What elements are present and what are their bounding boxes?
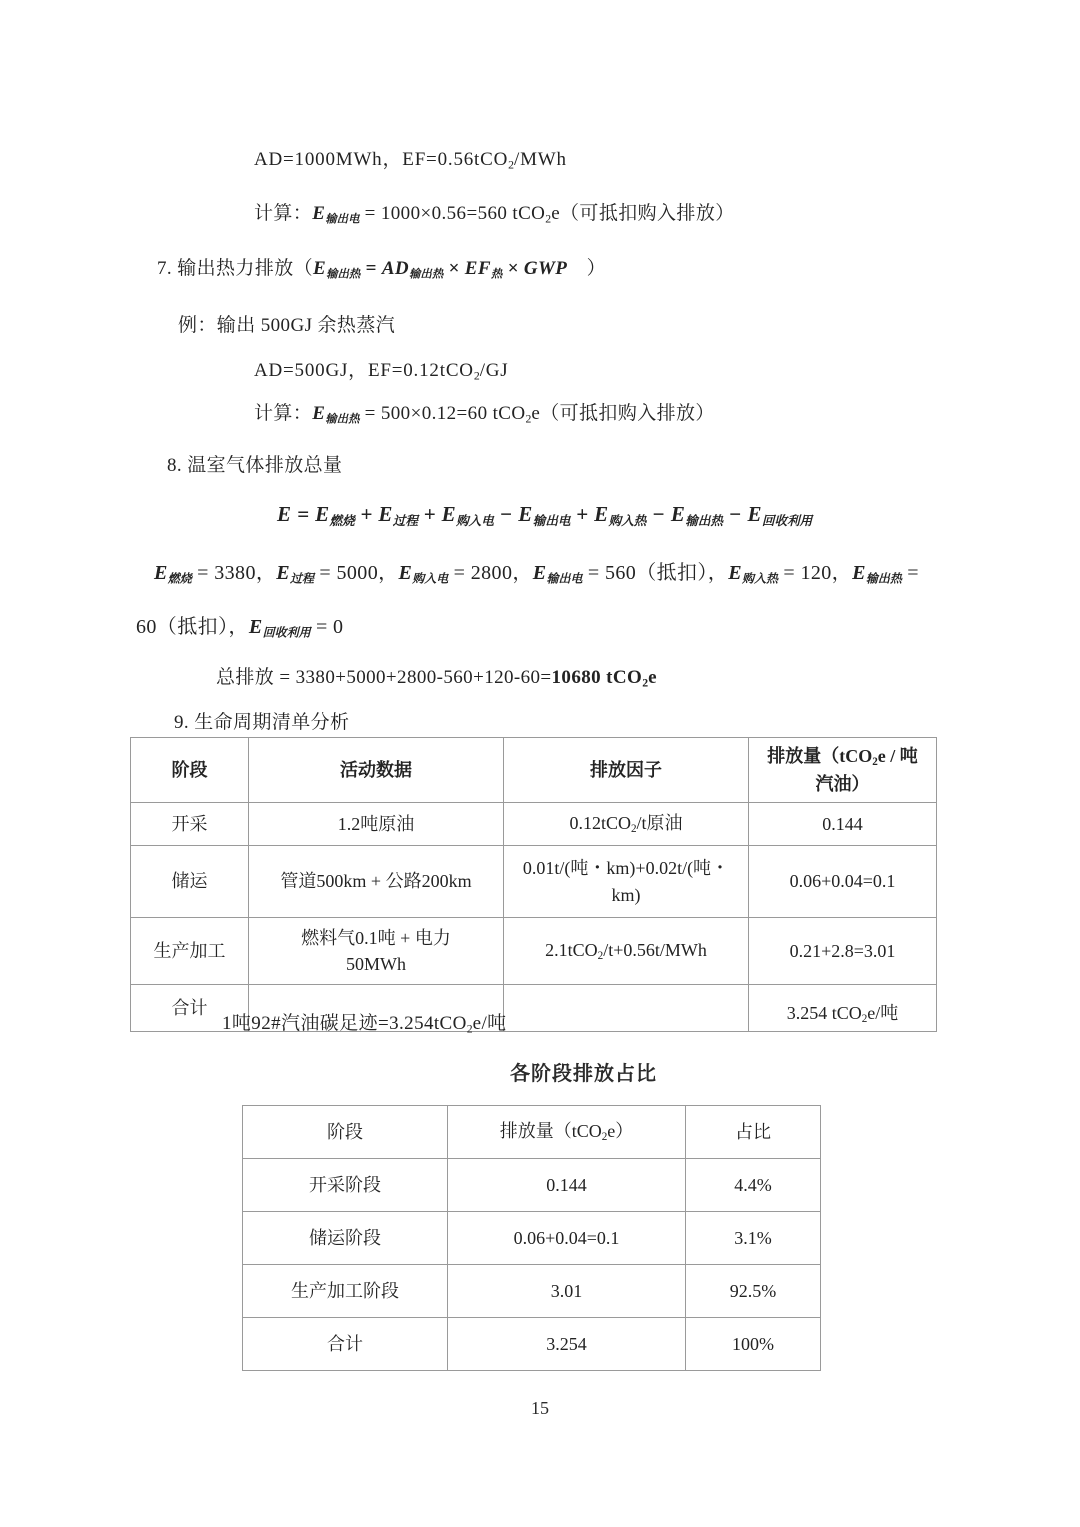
subscript-2: 2 (508, 158, 515, 172)
math-times: × (502, 258, 524, 279)
cell-stage: 合计 (243, 1318, 448, 1371)
section-9-number: 9. (174, 712, 190, 733)
cell-emission (749, 985, 937, 1032)
math-subscript: 输出电 (546, 571, 583, 586)
cell-emission-post: e/吨 (867, 1002, 899, 1023)
ad-line-electricity (254, 144, 567, 172)
variable-values-line-2 (136, 610, 343, 641)
math-var-EF: EF (464, 258, 491, 279)
footprint-unit: tCO (433, 1013, 467, 1034)
section-9-heading (174, 707, 349, 734)
cell-share: 92.5% (686, 1265, 821, 1318)
footprint-value: 254 (404, 1013, 434, 1034)
math-value: = (901, 562, 919, 584)
subscript-2: 2 (601, 1131, 608, 1144)
cell-share: 100% (686, 1318, 821, 1371)
footprint-unit-suffix: e/吨 (472, 1013, 507, 1034)
math-operator: − (493, 502, 519, 526)
cell-stage: 合计 (131, 985, 249, 1032)
header-emission-post: e） (607, 1121, 634, 1142)
total-emission-formula (277, 502, 812, 529)
math-var-E: E (747, 502, 762, 526)
cell-activity: 管道500km + 公路200km (249, 846, 504, 918)
variable-values-line-1 (154, 556, 919, 587)
cell-stage: 开采 (131, 803, 249, 846)
calc-tail: e（可抵扣购入排放） (531, 403, 715, 424)
subscript-2: 2 (642, 676, 649, 690)
subscript-2: 2 (473, 369, 480, 383)
cell-activity-line2: 50MWh (346, 954, 406, 974)
cell-factor (504, 803, 749, 846)
total-emission-unit-suffix: e (648, 667, 657, 688)
subscript-2: 2 (466, 1022, 473, 1036)
ad-line-electricity-value: 56 (453, 149, 475, 170)
math-var-E: E (728, 562, 742, 584)
header-stage: 阶段 (243, 1106, 448, 1159)
math-equals: = (360, 258, 382, 279)
ad-line-electricity-suffix: /MWh (514, 149, 567, 170)
stage-share-table (242, 1105, 821, 1371)
math-var-E: E (670, 502, 686, 526)
math-var-E: E (594, 502, 609, 526)
math-var-E: E (398, 562, 413, 584)
ad-line-electricity-unit: tCO (474, 149, 509, 170)
math-operator: + (417, 502, 442, 526)
math-subscript: 购入热 (741, 571, 778, 586)
math-var-GWP: GWP (523, 258, 568, 279)
table-row (243, 1159, 821, 1212)
cell-factor-post: km) (611, 884, 641, 905)
math-subscript: 购入热 (608, 513, 647, 528)
calc-tail: e（可抵扣购入排放） (551, 203, 735, 224)
math-var-E: E (312, 403, 326, 424)
math-subscript: 输出热 (326, 268, 361, 281)
cell-emission: 0.21+2.8=3.01 (749, 918, 937, 985)
math-subscript: 回收利用 (262, 625, 311, 640)
cell-factor-pre: 2.1tCO (545, 940, 598, 961)
section-8-heading (167, 450, 342, 477)
ad-line-heat-value: 12 (419, 360, 440, 381)
subscript-2: 2 (872, 756, 878, 769)
cell-factor (504, 985, 749, 1032)
math-subscript: 燃烧 (329, 513, 355, 528)
cell-emission-pre: 3.254 tCO (786, 1002, 862, 1023)
section-8-title: 温室气体排放总量 (187, 455, 343, 476)
values-line-2-prefix: 60（抵扣）， (136, 616, 249, 638)
subscript-2: 2 (545, 212, 552, 226)
cell-stage: 生产加工阶段 (243, 1265, 448, 1318)
page-number: 15 (531, 1398, 549, 1418)
math-var-E: E (852, 562, 866, 584)
section-7-heading (157, 253, 606, 281)
math-var-E: E (532, 562, 547, 584)
cell-share: 3.1% (686, 1212, 821, 1265)
cell-emission: 0.144 (448, 1159, 686, 1212)
table-header-row (243, 1106, 821, 1159)
math-subscript: 过程 (290, 571, 315, 586)
header-share: 占比 (686, 1106, 821, 1159)
header-emission-amount-part1: 排放量（tCO (767, 746, 873, 767)
total-emission-result (216, 662, 657, 690)
math-subscript: 输出热 (685, 513, 724, 528)
header-emission-amount (749, 738, 937, 803)
math-subscript: 购入电 (456, 513, 494, 528)
ad-line-heat (254, 355, 509, 383)
math-times: × (443, 258, 465, 279)
cell-activity (249, 918, 504, 985)
cell-factor (504, 846, 749, 918)
header-emission (448, 1106, 686, 1159)
cell-factor-pre: 0.12tCO (569, 813, 631, 834)
table-row (131, 803, 937, 846)
cell-share: 4.4% (686, 1159, 821, 1212)
cell-emission: 0.06+0.04=0.1 (749, 846, 937, 918)
ad-line-electricity-prefix: AD=1000MWh，EF=0. (254, 149, 454, 170)
cell-stage: 开采阶段 (243, 1159, 448, 1212)
subscript-2: 2 (525, 412, 532, 426)
header-emission-amount-part3: 汽油） (815, 773, 870, 794)
math-value: = 2800， (448, 562, 533, 584)
math-equals: = (291, 502, 316, 526)
math-subscript: 购入电 (412, 571, 449, 586)
cell-emission: 3.254 (448, 1318, 686, 1371)
total-emission-label: 总排放 = 3380+5000+2800-560+120-60= (216, 667, 552, 688)
calc-line-output-heat (254, 398, 715, 426)
share-table-title: 各阶段排放占比 (510, 1063, 657, 1085)
cell-factor (504, 918, 749, 985)
math-var-AD: AD (381, 258, 410, 279)
table-row (243, 1212, 821, 1265)
table-header-row (131, 738, 937, 803)
math-value: = 3380， (191, 562, 277, 584)
math-subscript: 回收利用 (761, 513, 813, 528)
cell-factor-post: /t原油 (636, 813, 683, 834)
math-var-E: E (154, 562, 168, 584)
ad-line-heat-suffix: /GJ (479, 360, 509, 381)
values-line-2-tail: = 0 (310, 616, 344, 638)
math-var-E: E (378, 502, 393, 526)
math-value: = 5000， (314, 562, 399, 584)
cell-factor-post: /t+0.56t/MWh (603, 940, 707, 961)
header-activity-data: 活动数据 (249, 738, 504, 803)
cell-factor-pre: 0.01t/(吨・km)+0.02t/(吨・ (522, 858, 730, 879)
section-7-number: 7. (157, 258, 173, 279)
header-emission-amount-part2: e / 吨 (877, 746, 918, 767)
math-operator: + (354, 502, 379, 526)
math-operator: + (570, 502, 595, 526)
section-9-title: 生命周期清单分析 (194, 712, 350, 733)
header-stage: 阶段 (131, 738, 249, 803)
table-row (243, 1318, 821, 1371)
math-subscript: 输出热 (409, 268, 444, 281)
math-operator: − (646, 502, 671, 526)
carbon-footprint-summary (222, 1008, 507, 1036)
calc-line-output-electricity (254, 198, 735, 226)
total-emission-value: 10680 (551, 667, 602, 688)
section-7-title: 输出热力排放（ (177, 258, 314, 279)
cell-activity: 1.2吨原油 (249, 803, 504, 846)
math-operator: − (723, 502, 748, 526)
ad-line-heat-unit: tCO (439, 360, 474, 381)
math-var-E: E (441, 502, 457, 526)
math-subscript: 输出热 (865, 571, 902, 586)
math-var-E: E (315, 502, 330, 526)
math-value: = 560（抵扣）， (582, 562, 729, 584)
cell-emission: 0.06+0.04=0.1 (448, 1212, 686, 1265)
calc-body: = 1000×0.56=560 tCO (359, 203, 546, 224)
cell-emission: 3.01 (448, 1265, 686, 1318)
footprint-prefix: 1吨92#汽油碳足迹=3. (222, 1013, 405, 1034)
math-subscript: 输出电 (532, 513, 571, 528)
math-subscript: 过程 (392, 513, 418, 528)
math-var-E: E (313, 258, 327, 279)
math-subscript: 燃烧 (167, 571, 192, 586)
subscript-2: 2 (630, 823, 637, 836)
section-8-number: 8. (167, 455, 183, 476)
calc-label: 计算： (254, 403, 313, 424)
cell-stage: 储运 (131, 846, 249, 918)
header-emission-factor: 排放因子 (504, 738, 749, 803)
table-row (131, 918, 937, 985)
cell-stage: 储运阶段 (243, 1212, 448, 1265)
math-var-E: E (518, 502, 533, 526)
table-row (131, 846, 937, 918)
subscript-2: 2 (861, 1012, 868, 1025)
cell-emission: 0.144 (749, 803, 937, 846)
header-emission-pre: 排放量（tCO (499, 1121, 602, 1142)
math-subscript: 输出热 (325, 413, 360, 426)
calc-label: 计算： (254, 203, 313, 224)
math-var-E: E (276, 562, 290, 584)
table-row (243, 1265, 821, 1318)
cell-stage: 生产加工 (131, 918, 249, 985)
math-value: = 120， (777, 562, 853, 584)
subscript-2: 2 (597, 950, 604, 963)
example-line-steam: 例：输出 500GJ 余热蒸汽 (178, 315, 396, 336)
math-subscript: 热 (490, 268, 503, 281)
section-7-close-paren: ） (567, 258, 607, 279)
math-var-E: E (277, 502, 292, 526)
math-var-E: E (248, 616, 263, 638)
math-var-E: E (312, 203, 326, 224)
cell-activity-line1: 燃料气0.1吨 + 电力 (301, 927, 451, 948)
total-emission-unit: tCO (601, 667, 643, 688)
calc-body: = 500×0.12=60 tCO (359, 403, 526, 424)
ad-line-heat-prefix: AD=500GJ，EF=0. (254, 360, 420, 381)
math-subscript: 输出电 (325, 213, 360, 226)
lifecycle-inventory-table (130, 737, 937, 1032)
